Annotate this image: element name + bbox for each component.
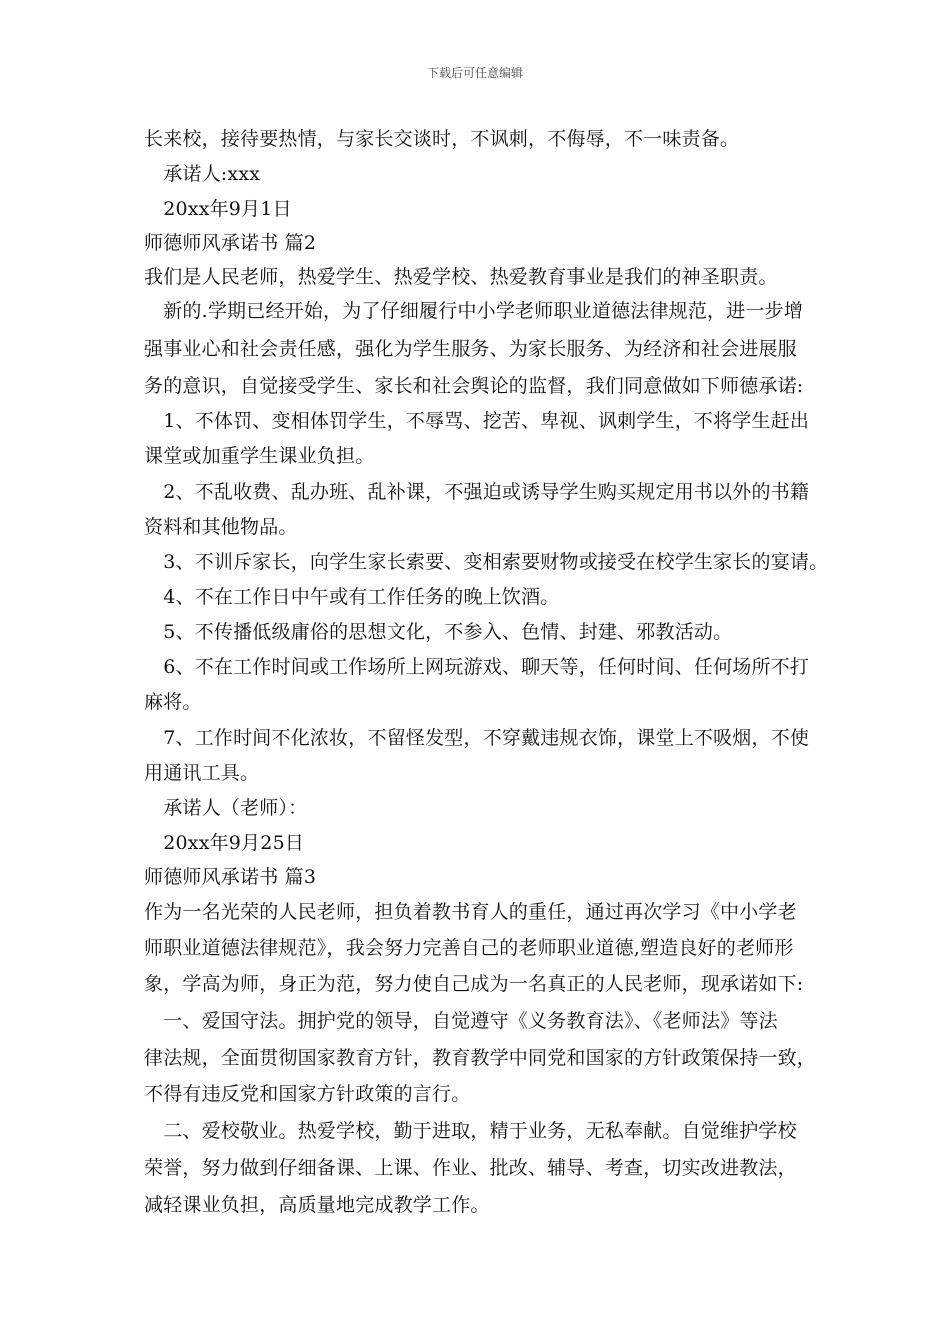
text-line: 我们是人民老师，热爱学生、热爱学校、热爱教育事业是我们的神圣职责。	[144, 266, 778, 288]
text-line: 5、不传播低级庸俗的思想文化，不参入、色情、封建、邪教活动。	[144, 621, 733, 643]
text-line: 二、爱校敬业。热爱学校，勤于进取，精于业务，无私奉献。自觉维护学校	[144, 1120, 797, 1142]
text-line: 律法规，全面贯彻国家教育方针，教育教学中同党和国家的方针政策保持一致，	[144, 1047, 817, 1069]
text-line: 4、不在工作日中午或有工作任务的晚上饮酒。	[144, 586, 560, 608]
text-line: 一、爱国守法。拥护党的领导，自觉遵守《义务教育法》、《老师法》等法	[144, 1010, 778, 1032]
text-line: 20xx年9月25日	[144, 832, 305, 854]
section-heading: 师德师风承诺书 篇3	[144, 866, 317, 888]
page-header: 下载后可任意编辑	[426, 66, 523, 80]
text-line: 减轻课业负担，高质量地完成教学工作。	[144, 1194, 490, 1216]
text-line: 不得有违反党和国家方针政策的言行。	[144, 1083, 471, 1105]
text-line: 长来校，接待要热情，与家长交谈时，不讽刺，不侮辱，不一味责备。	[144, 128, 740, 150]
text-line: 3、不训斥家长，向学生家长索要、变相索要财物或接受在校学生家长的宴请。	[144, 551, 829, 573]
section-heading: 师德师风承诺书 篇2	[144, 232, 317, 254]
text-line: 象，学高为师，身正为范，努力使自己成为一名真正的人民老师，现承诺如下:	[144, 973, 804, 995]
text-line: 用通讯工具。	[144, 762, 260, 784]
text-line: 师职业道德法律规范》，我会努力完善自己的老师职业道德,塑造良好的老师形	[144, 937, 794, 959]
text-line: 7、工作时间不化浓妆，不留怪发型，不穿戴违规衣饰，课堂上不吸烟，不使	[144, 727, 810, 749]
text-line: 课堂或加重学生课业负担。	[144, 445, 375, 467]
text-line: 务的意识，自觉接受学生、家长和社会舆论的监督，我们同意做如下师德承诺:	[144, 375, 804, 397]
text-line: 资料和其他物品。	[144, 516, 298, 538]
text-line: 1、不体罚、变相体罚学生，不辱骂、挖苦、卑视、讽刺学生，不将学生赶出	[144, 410, 810, 432]
text-line: 2、不乱收费、乱办班、乱补课，不强迫或诱导学生购买规定用书以外的书籍	[144, 481, 810, 503]
text-line: 强事业心和社会责任感，强化为学生服务、为家长服务、为经济和社会进展服	[144, 338, 797, 360]
text-line: 6、不在工作时间或工作场所上网玩游戏、聊天等，任何时间、任何场所不打	[144, 656, 810, 678]
text-line: 作为一名光荣的人民老师，担负着教书育人的重任，通过再次学习《中小学老	[144, 901, 797, 923]
text-line: 麻将。	[144, 691, 202, 713]
text-line: 荣誉，努力做到仔细备课、上课、作业、批改、辅导、考查，切实改进教法，	[144, 1157, 797, 1179]
text-line: 20xx年9月1日	[144, 198, 292, 220]
text-line: 承诺人（老师）：	[144, 797, 308, 819]
text-line: 新的.学期已经开始，为了仔细履行中小学老师职业道德法律规范，进一步增	[144, 300, 804, 322]
text-line: 承诺人:xxx	[144, 163, 261, 185]
